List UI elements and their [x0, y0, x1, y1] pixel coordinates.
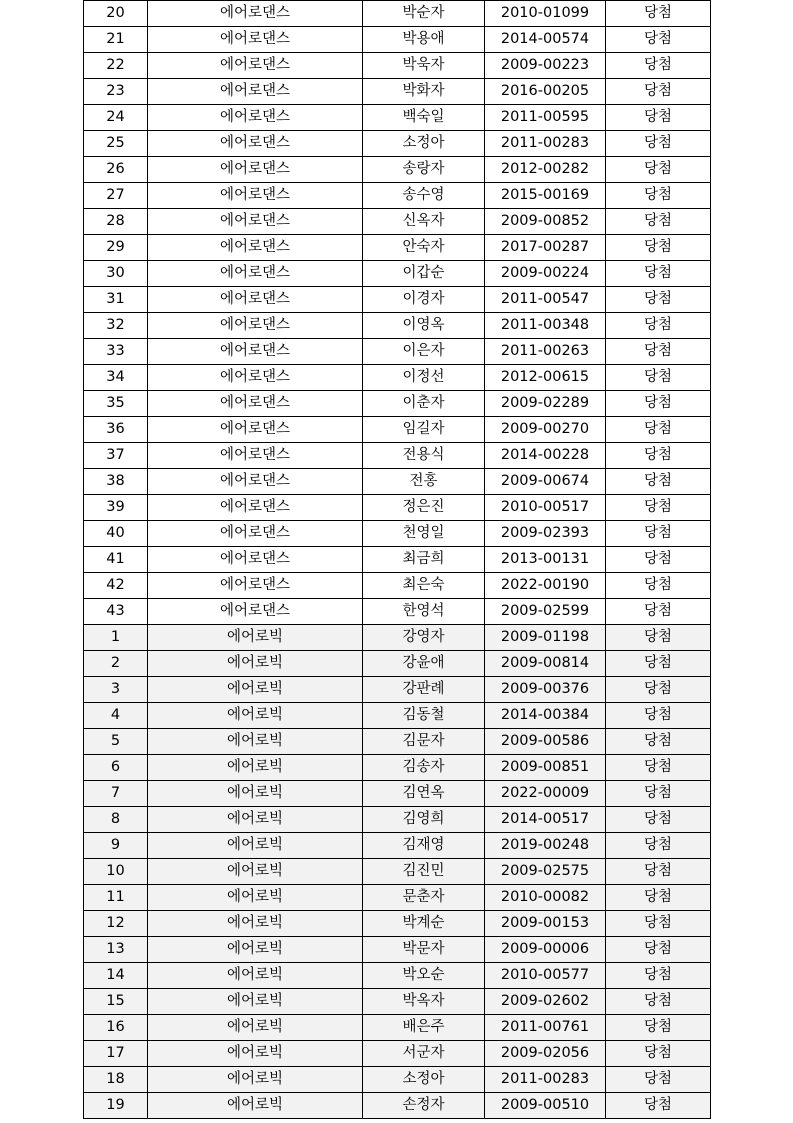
name-cell: 김송자 — [363, 755, 485, 781]
name-cell: 이춘자 — [363, 391, 485, 417]
row-number-cell: 23 — [84, 79, 148, 105]
result-cell: 당첨 — [606, 755, 711, 781]
table-row — [84, 261, 711, 287]
row-number-cell: 18 — [84, 1067, 148, 1093]
name-cell: 강영자 — [363, 625, 485, 651]
row-number-cell: 40 — [84, 521, 148, 547]
name-cell: 배은주 — [363, 1015, 485, 1041]
name-cell: 이정선 — [363, 365, 485, 391]
table-row — [84, 287, 711, 313]
registration-number-cell: 2015-00169 — [485, 183, 606, 209]
result-cell: 당첨 — [606, 781, 711, 807]
row-number-cell: 22 — [84, 53, 148, 79]
category-cell: 에어로빅 — [148, 625, 363, 651]
category-cell: 에어로빅 — [148, 729, 363, 755]
table-row — [84, 1067, 711, 1093]
registration-number-cell: 2014-00574 — [485, 27, 606, 53]
table-row — [84, 105, 711, 131]
row-number-cell: 20 — [84, 1, 148, 27]
name-cell: 박화자 — [363, 79, 485, 105]
name-cell: 서군자 — [363, 1041, 485, 1067]
registration-number-cell: 2011-00283 — [485, 131, 606, 157]
result-cell: 당첨 — [606, 1093, 711, 1119]
table-row — [84, 131, 711, 157]
table-row — [84, 417, 711, 443]
table-row — [84, 885, 711, 911]
registration-number-cell: 2011-00263 — [485, 339, 606, 365]
registration-number-cell: 2011-00761 — [485, 1015, 606, 1041]
table-row — [84, 859, 711, 885]
name-cell: 박문자 — [363, 937, 485, 963]
category-cell: 에어로댄스 — [148, 209, 363, 235]
category-cell: 에어로댄스 — [148, 261, 363, 287]
result-cell: 당첨 — [606, 417, 711, 443]
row-number-cell: 7 — [84, 781, 148, 807]
result-cell: 당첨 — [606, 53, 711, 79]
registration-number-cell: 2016-00205 — [485, 79, 606, 105]
result-cell: 당첨 — [606, 547, 711, 573]
table-row — [84, 521, 711, 547]
name-cell: 박순자 — [363, 1, 485, 27]
registration-number-cell: 2009-00223 — [485, 53, 606, 79]
result-cell: 당첨 — [606, 183, 711, 209]
result-cell: 당첨 — [606, 807, 711, 833]
table-row — [84, 209, 711, 235]
row-number-cell: 4 — [84, 703, 148, 729]
result-cell: 당첨 — [606, 391, 711, 417]
registration-number-cell: 2009-02602 — [485, 989, 606, 1015]
result-cell: 당첨 — [606, 989, 711, 1015]
category-cell: 에어로댄스 — [148, 599, 363, 625]
table-row — [84, 833, 711, 859]
name-cell: 최은숙 — [363, 573, 485, 599]
table-row — [84, 235, 711, 261]
result-cell: 당첨 — [606, 131, 711, 157]
lottery-results-table — [83, 0, 711, 1119]
category-cell: 에어로댄스 — [148, 313, 363, 339]
category-cell: 에어로댄스 — [148, 391, 363, 417]
table-row — [84, 547, 711, 573]
category-cell: 에어로댄스 — [148, 105, 363, 131]
registration-number-cell: 2010-00517 — [485, 495, 606, 521]
category-cell: 에어로댄스 — [148, 365, 363, 391]
result-cell: 당첨 — [606, 625, 711, 651]
registration-number-cell: 2009-02599 — [485, 599, 606, 625]
table-row — [84, 1093, 711, 1119]
name-cell: 정은진 — [363, 495, 485, 521]
row-number-cell: 16 — [84, 1015, 148, 1041]
registration-number-cell: 2014-00384 — [485, 703, 606, 729]
row-number-cell: 35 — [84, 391, 148, 417]
name-cell: 강윤애 — [363, 651, 485, 677]
name-cell: 문춘자 — [363, 885, 485, 911]
category-cell: 에어로댄스 — [148, 53, 363, 79]
registration-number-cell: 2009-00153 — [485, 911, 606, 937]
result-cell: 당첨 — [606, 443, 711, 469]
name-cell: 소정아 — [363, 1067, 485, 1093]
table-row — [84, 391, 711, 417]
category-cell: 에어로댄스 — [148, 417, 363, 443]
name-cell: 송수영 — [363, 183, 485, 209]
name-cell: 박계순 — [363, 911, 485, 937]
registration-number-cell: 2010-01099 — [485, 1, 606, 27]
name-cell: 김연옥 — [363, 781, 485, 807]
row-number-cell: 9 — [84, 833, 148, 859]
name-cell: 김동철 — [363, 703, 485, 729]
table-row — [84, 963, 711, 989]
result-cell: 당첨 — [606, 469, 711, 495]
row-number-cell: 43 — [84, 599, 148, 625]
row-number-cell: 1 — [84, 625, 148, 651]
table-row — [84, 989, 711, 1015]
result-cell: 당첨 — [606, 833, 711, 859]
category-cell: 에어로댄스 — [148, 339, 363, 365]
category-cell: 에어로빅 — [148, 703, 363, 729]
row-number-cell: 36 — [84, 417, 148, 443]
table-row — [84, 1041, 711, 1067]
table-row — [84, 339, 711, 365]
registration-number-cell: 2011-00283 — [485, 1067, 606, 1093]
row-number-cell: 17 — [84, 1041, 148, 1067]
result-cell: 당첨 — [606, 495, 711, 521]
row-number-cell: 14 — [84, 963, 148, 989]
result-cell: 당첨 — [606, 937, 711, 963]
table-row — [84, 677, 711, 703]
registration-number-cell: 2009-00674 — [485, 469, 606, 495]
result-cell: 당첨 — [606, 157, 711, 183]
name-cell: 임길자 — [363, 417, 485, 443]
name-cell: 이경자 — [363, 287, 485, 313]
table-row — [84, 755, 711, 781]
table-row — [84, 469, 711, 495]
row-number-cell: 24 — [84, 105, 148, 131]
category-cell: 에어로빅 — [148, 911, 363, 937]
table-row — [84, 729, 711, 755]
name-cell: 소정아 — [363, 131, 485, 157]
table-row — [84, 625, 711, 651]
category-cell: 에어로빅 — [148, 859, 363, 885]
category-cell: 에어로빅 — [148, 651, 363, 677]
registration-number-cell: 2009-02575 — [485, 859, 606, 885]
row-number-cell: 10 — [84, 859, 148, 885]
registration-number-cell: 2022-00190 — [485, 573, 606, 599]
result-cell: 당첨 — [606, 365, 711, 391]
row-number-cell: 13 — [84, 937, 148, 963]
registration-number-cell: 2009-00814 — [485, 651, 606, 677]
table-row — [84, 365, 711, 391]
result-cell: 당첨 — [606, 27, 711, 53]
registration-number-cell: 2010-00082 — [485, 885, 606, 911]
registration-number-cell: 2009-00852 — [485, 209, 606, 235]
registration-number-cell: 2011-00595 — [485, 105, 606, 131]
category-cell: 에어로댄스 — [148, 27, 363, 53]
name-cell: 송랑자 — [363, 157, 485, 183]
category-cell: 에어로빅 — [148, 781, 363, 807]
result-cell: 당첨 — [606, 573, 711, 599]
registration-number-cell: 2009-00006 — [485, 937, 606, 963]
category-cell: 에어로빅 — [148, 1015, 363, 1041]
row-number-cell: 33 — [84, 339, 148, 365]
category-cell: 에어로빅 — [148, 989, 363, 1015]
result-cell: 당첨 — [606, 79, 711, 105]
category-cell: 에어로댄스 — [148, 157, 363, 183]
name-cell: 박옥자 — [363, 989, 485, 1015]
row-number-cell: 15 — [84, 989, 148, 1015]
row-number-cell: 29 — [84, 235, 148, 261]
row-number-cell: 5 — [84, 729, 148, 755]
name-cell: 이갑순 — [363, 261, 485, 287]
name-cell: 박용애 — [363, 27, 485, 53]
row-number-cell: 26 — [84, 157, 148, 183]
category-cell: 에어로댄스 — [148, 469, 363, 495]
name-cell: 김진민 — [363, 859, 485, 885]
registration-number-cell: 2019-00248 — [485, 833, 606, 859]
result-cell: 당첨 — [606, 963, 711, 989]
category-cell: 에어로댄스 — [148, 131, 363, 157]
name-cell: 김문자 — [363, 729, 485, 755]
name-cell: 안숙자 — [363, 235, 485, 261]
result-cell: 당첨 — [606, 1, 711, 27]
table-row — [84, 781, 711, 807]
registration-number-cell: 2009-00851 — [485, 755, 606, 781]
category-cell: 에어로댄스 — [148, 235, 363, 261]
row-number-cell: 38 — [84, 469, 148, 495]
name-cell: 천영일 — [363, 521, 485, 547]
row-number-cell: 3 — [84, 677, 148, 703]
name-cell: 신옥자 — [363, 209, 485, 235]
name-cell: 백숙일 — [363, 105, 485, 131]
row-number-cell: 6 — [84, 755, 148, 781]
category-cell: 에어로빅 — [148, 963, 363, 989]
registration-number-cell: 2010-00577 — [485, 963, 606, 989]
table-row — [84, 807, 711, 833]
row-number-cell: 21 — [84, 27, 148, 53]
registration-number-cell: 2013-00131 — [485, 547, 606, 573]
row-number-cell: 37 — [84, 443, 148, 469]
category-cell: 에어로빅 — [148, 1067, 363, 1093]
table-row — [84, 157, 711, 183]
table-row — [84, 79, 711, 105]
category-cell: 에어로빅 — [148, 807, 363, 833]
name-cell: 이영옥 — [363, 313, 485, 339]
result-cell: 당첨 — [606, 651, 711, 677]
table-row — [84, 937, 711, 963]
category-cell: 에어로댄스 — [148, 495, 363, 521]
name-cell: 강판례 — [363, 677, 485, 703]
name-cell: 최금희 — [363, 547, 485, 573]
table-row — [84, 703, 711, 729]
registration-number-cell: 2009-02393 — [485, 521, 606, 547]
registration-number-cell: 2014-00517 — [485, 807, 606, 833]
table-row — [84, 573, 711, 599]
name-cell: 전용식 — [363, 443, 485, 469]
result-cell: 당첨 — [606, 209, 711, 235]
category-cell: 에어로댄스 — [148, 521, 363, 547]
name-cell: 한영석 — [363, 599, 485, 625]
result-cell: 당첨 — [606, 599, 711, 625]
result-cell: 당첨 — [606, 287, 711, 313]
category-cell: 에어로빅 — [148, 885, 363, 911]
registration-number-cell: 2009-02056 — [485, 1041, 606, 1067]
registration-number-cell: 2014-00228 — [485, 443, 606, 469]
result-cell: 당첨 — [606, 729, 711, 755]
row-number-cell: 31 — [84, 287, 148, 313]
row-number-cell: 12 — [84, 911, 148, 937]
category-cell: 에어로빅 — [148, 1041, 363, 1067]
result-cell: 당첨 — [606, 677, 711, 703]
table-row — [84, 1, 711, 27]
result-cell: 당첨 — [606, 313, 711, 339]
category-cell: 에어로댄스 — [148, 573, 363, 599]
name-cell: 손정자 — [363, 1093, 485, 1119]
table-row — [84, 911, 711, 937]
table-row — [84, 495, 711, 521]
category-cell: 에어로댄스 — [148, 443, 363, 469]
category-cell: 에어로빅 — [148, 677, 363, 703]
result-cell: 당첨 — [606, 911, 711, 937]
result-cell: 당첨 — [606, 521, 711, 547]
row-number-cell: 8 — [84, 807, 148, 833]
row-number-cell: 42 — [84, 573, 148, 599]
registration-number-cell: 2009-02289 — [485, 391, 606, 417]
row-number-cell: 25 — [84, 131, 148, 157]
table-row — [84, 599, 711, 625]
row-number-cell: 27 — [84, 183, 148, 209]
registration-number-cell: 2012-00615 — [485, 365, 606, 391]
registration-number-cell: 2012-00282 — [485, 157, 606, 183]
category-cell: 에어로빅 — [148, 755, 363, 781]
result-cell: 당첨 — [606, 339, 711, 365]
category-cell: 에어로댄스 — [148, 547, 363, 573]
table-row — [84, 443, 711, 469]
table-row — [84, 27, 711, 53]
registration-number-cell: 2009-00586 — [485, 729, 606, 755]
category-cell: 에어로댄스 — [148, 183, 363, 209]
registration-number-cell: 2011-00547 — [485, 287, 606, 313]
row-number-cell: 30 — [84, 261, 148, 287]
table-row — [84, 183, 711, 209]
result-cell: 당첨 — [606, 703, 711, 729]
row-number-cell: 41 — [84, 547, 148, 573]
row-number-cell: 11 — [84, 885, 148, 911]
result-cell: 당첨 — [606, 1067, 711, 1093]
row-number-cell: 32 — [84, 313, 148, 339]
result-cell: 당첨 — [606, 859, 711, 885]
registration-number-cell: 2009-01198 — [485, 625, 606, 651]
registration-number-cell: 2022-00009 — [485, 781, 606, 807]
row-number-cell: 39 — [84, 495, 148, 521]
category-cell: 에어로빅 — [148, 937, 363, 963]
name-cell: 박오순 — [363, 963, 485, 989]
result-cell: 당첨 — [606, 235, 711, 261]
row-number-cell: 2 — [84, 651, 148, 677]
result-cell: 당첨 — [606, 1015, 711, 1041]
name-cell: 박욱자 — [363, 53, 485, 79]
category-cell: 에어로빅 — [148, 1093, 363, 1119]
category-cell: 에어로댄스 — [148, 1, 363, 27]
registration-number-cell: 2009-00376 — [485, 677, 606, 703]
category-cell: 에어로빅 — [148, 833, 363, 859]
name-cell: 김영희 — [363, 807, 485, 833]
name-cell: 김재영 — [363, 833, 485, 859]
registration-number-cell: 2011-00348 — [485, 313, 606, 339]
row-number-cell: 28 — [84, 209, 148, 235]
table-row — [84, 651, 711, 677]
registration-number-cell: 2017-00287 — [485, 235, 606, 261]
row-number-cell: 19 — [84, 1093, 148, 1119]
name-cell: 이은자 — [363, 339, 485, 365]
registration-number-cell: 2009-00510 — [485, 1093, 606, 1119]
result-cell: 당첨 — [606, 105, 711, 131]
result-cell: 당첨 — [606, 261, 711, 287]
result-cell: 당첨 — [606, 885, 711, 911]
table-row — [84, 313, 711, 339]
category-cell: 에어로댄스 — [148, 287, 363, 313]
category-cell: 에어로댄스 — [148, 79, 363, 105]
table-body — [84, 1, 711, 1119]
row-number-cell: 34 — [84, 365, 148, 391]
name-cell: 전홍 — [363, 469, 485, 495]
registration-number-cell: 2009-00224 — [485, 261, 606, 287]
table-row — [84, 1015, 711, 1041]
result-cell: 당첨 — [606, 1041, 711, 1067]
table-row — [84, 53, 711, 79]
registration-number-cell: 2009-00270 — [485, 417, 606, 443]
